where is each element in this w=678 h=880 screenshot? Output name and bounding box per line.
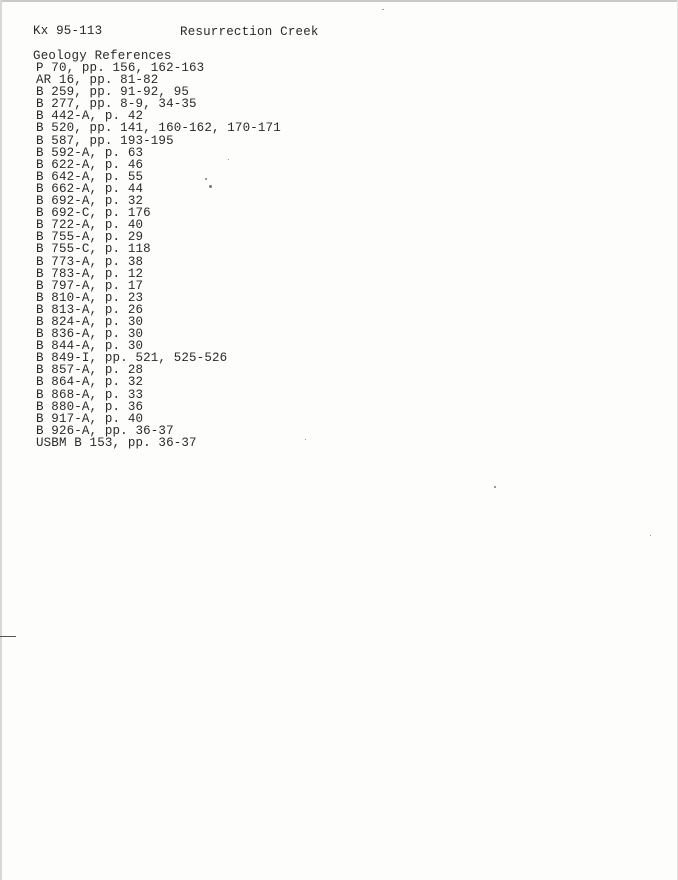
reference-item: B 642-A, p. 55 <box>36 169 144 184</box>
reference-item: B 810-A, p. 23 <box>36 290 144 305</box>
reference-item: B 917-A, p. 40 <box>36 411 144 426</box>
reference-item: B 926-A, pp. 36-37 <box>36 423 174 438</box>
reference-item: B 755-C, p. 118 <box>36 242 151 257</box>
header-code: Kx 95-113 <box>33 24 103 38</box>
reference-item: B 520, pp. 141, 160-162, 170-171 <box>36 121 281 136</box>
reference-item: B 277, pp. 8-9, 34-35 <box>36 97 197 112</box>
section-heading: Geology References <box>33 49 172 63</box>
reference-item: B 813-A, p. 26 <box>36 302 144 317</box>
scan-speck <box>228 159 229 160</box>
scan-speck <box>205 178 207 180</box>
reference-item: B 442-A, p. 42 <box>36 109 144 124</box>
reference-item: B 773-A, p. 38 <box>36 254 144 269</box>
reference-item: P 70, pp. 156, 162-163 <box>36 61 205 75</box>
reference-item: B 849-I, pp. 521, 525-526 <box>36 351 228 366</box>
reference-list <box>36 62 281 449</box>
reference-item: B 692-A, p. 32 <box>36 194 144 209</box>
reference-item: B 824-A, p. 30 <box>36 314 144 329</box>
reference-item: B 622-A, p. 46 <box>36 157 144 172</box>
reference-item: B 722-A, p. 40 <box>36 218 144 233</box>
reference-item: B 259, pp. 91-92, 95 <box>36 85 190 100</box>
reference-item: B 880-A, p. 36 <box>36 399 144 414</box>
page-top-edge <box>0 0 678 2</box>
reference-item: B 868-A, p. 33 <box>36 387 144 402</box>
reference-item: B 692-C, p. 176 <box>36 206 151 221</box>
reference-item: B 587, pp. 193-195 <box>36 133 174 148</box>
reference-item: B 783-A, p. 12 <box>36 266 144 281</box>
reference-item: B 857-A, p. 28 <box>36 363 144 378</box>
reference-item: B 844-A, p. 30 <box>36 339 144 354</box>
header-title: Resurrection Creek <box>180 25 319 39</box>
reference-item: B 836-A, p. 30 <box>36 327 144 342</box>
scan-speck <box>494 486 496 488</box>
page-left-edge <box>0 0 2 880</box>
reference-item: B 797-A, p. 17 <box>36 278 144 293</box>
reference-item: B 662-A, p. 44 <box>36 181 144 196</box>
reference-item: B 864-A, p. 32 <box>36 375 144 390</box>
margin-mark <box>0 636 16 637</box>
scan-speck <box>209 185 212 188</box>
scan-speck <box>305 439 306 440</box>
reference-item: AR 16, pp. 81-82 <box>36 73 159 88</box>
reference-item: B 755-A, p. 29 <box>36 230 144 245</box>
reference-item: B 592-A, p. 63 <box>36 145 144 160</box>
scan-speck <box>382 9 384 10</box>
reference-item: USBM B 153, pp. 36-37 <box>36 435 197 450</box>
scan-speck <box>650 535 651 536</box>
